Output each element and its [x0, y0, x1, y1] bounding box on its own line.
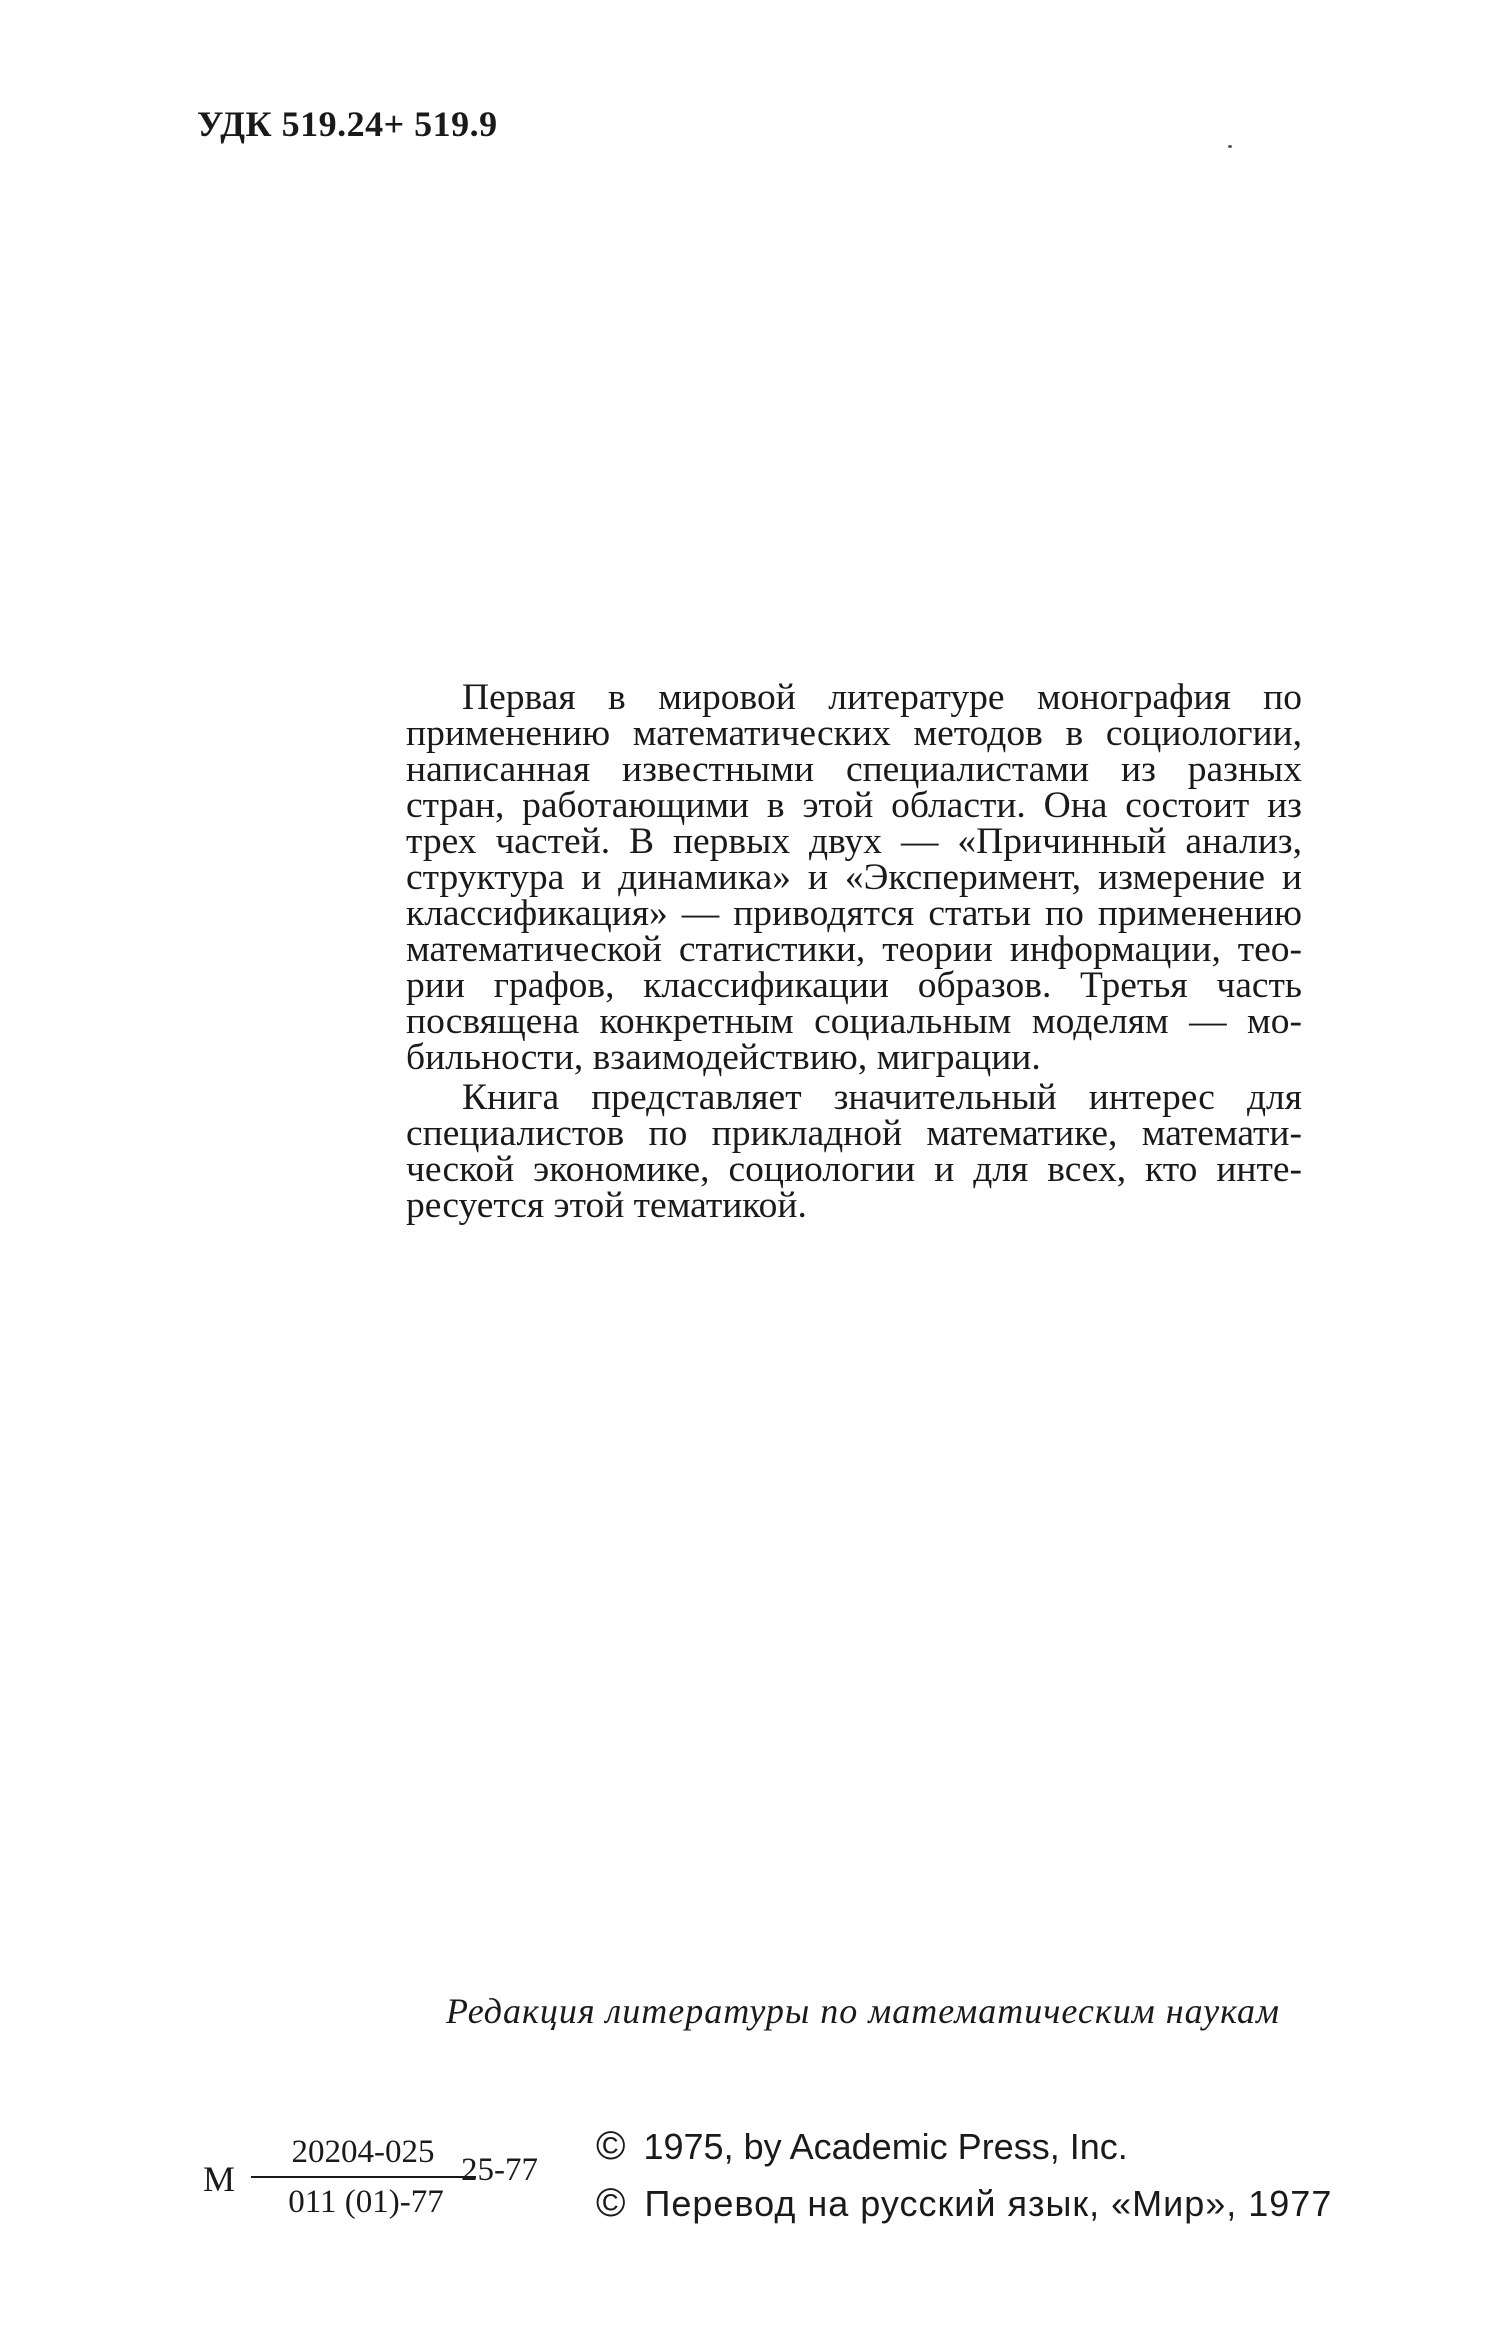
copyright-block [596, 2118, 1332, 2232]
scan-speck [1228, 145, 1232, 148]
abstract-line: ческой экономике, социологии и для всех, кто инте- [406, 1149, 1302, 1190]
copyright-icon: © [596, 2181, 627, 2225]
abstract-line: посвящена конкретным социальным моделям — мо- [406, 1001, 1302, 1042]
abstract-line: написанная известными специалистами из разных [406, 749, 1302, 790]
publication-code-suffix: 25-77 [461, 2152, 538, 2188]
abstract-line: структура и динамика» и «Эксперимент, измерение и [406, 857, 1302, 898]
abstract-line: применению математических методов в социологии, [406, 713, 1302, 754]
abstract-line: рии графов, классификации образов. Третья часть [406, 965, 1302, 1006]
abstract-line: стран, работающими в этой области. Она состоит из [406, 785, 1302, 826]
abstract-line: классификация» — приводятся статьи по применению [406, 893, 1302, 934]
abstract-line: Книга представляет значительный интерес для [462, 1077, 1302, 1118]
abstract-line: специалистов по прикладной математике, математи- [406, 1113, 1302, 1154]
abstract-line: ресуется этой тематикой. [406, 1185, 807, 1226]
copyright-translation-text: Перевод на русский язык, «Мир», 1977 [644, 2183, 1333, 2224]
publication-code-numerator: 20204-025 [291, 2134, 435, 2170]
abstract-line: математической статистики, теории информации, тео- [406, 929, 1302, 970]
publication-code-prefix: М [203, 2159, 236, 2199]
publication-code-denominator: 011 (01)-77 [288, 2184, 444, 2220]
abstract-line: бильности, взаимодействию, миграции. [406, 1037, 1041, 1078]
copyright-original-text: 1975, by Academic Press, Inc. [643, 2126, 1128, 2167]
abstract-paragraph-1 [406, 677, 1302, 1078]
udk-code: УДК 519.24+ 519.9 [197, 104, 498, 144]
abstract-line: трех частей. В первых двух — «Причинный анализ, [406, 821, 1302, 862]
editorial-note: Редакция литературы по математическим наукам [446, 1991, 1280, 2031]
copyright-translation [596, 2175, 1332, 2232]
copyright-icon: © [596, 2124, 626, 2168]
abstract [406, 677, 1302, 1226]
fraction-bar [251, 2176, 476, 2178]
publication-code [193, 2122, 563, 2242]
abstract-line: Первая в мировой литературе монография по [462, 677, 1302, 718]
abstract-paragraph-2 [406, 1077, 1302, 1226]
copyright-original [596, 2118, 1332, 2175]
